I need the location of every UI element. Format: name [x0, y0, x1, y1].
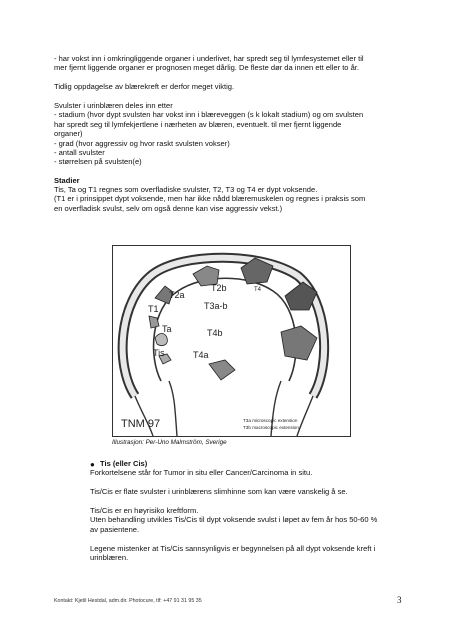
label-t4: T4: [254, 287, 262, 293]
legend-macroscopic: T3b macroscopic extension: [243, 425, 299, 430]
figure-caption: Illustrasjon: Per-Uno Malmström, Sverige: [112, 439, 227, 446]
paragraph-prognosis: - har vokst inn i omkringliggende organer i underlivet, har spredt seg til lymfesystemet eller til mer fjernt liggende organer er prognosen meget dårlig. De fleste dør da innen ett eller to år.: [54, 54, 364, 73]
paragraph-tis-flat: Tis/Cis er flate svulster i urinblærens slimhinne som kan være vanskelig å se.: [90, 487, 348, 496]
footer-contact: Kontakt: Kjetil Hestdal, adm.dir. Photocure, tlf: +47 91 31 95 35: [54, 598, 202, 604]
urethra-left: [169, 381, 177, 436]
paragraph-tis-suspicion: Legene mistenker at Tis/Cis sannsynligvis er begynnelsen på all dypt voksende kreft i urinblæren.: [90, 544, 376, 563]
label-t4b: T4b: [207, 328, 223, 338]
pelvic-line-right: [297, 396, 313, 436]
label-t4a: T4a: [193, 350, 209, 360]
paragraph-classification: Svulster i urinblæren deles inn etter - stadium (hvor dypt svulsten har vokst inn i blæreveggen (s k lokalt stadium) og om svulsten har spredt seg til lymfekjertlene i nærheten av blæren, eventuelt. til mer fjernt liggende organer) - grad (hvor aggressiv og hvor raskt svulsten vokser) - antall svulster - størrelsen på svulsten(e): [54, 101, 364, 167]
bladder-staging-illustration: [112, 245, 351, 437]
tumor-t4b: [281, 326, 317, 360]
bullet-icon: ●: [90, 460, 95, 469]
paragraph-tis-definition: Forkortelsene står for Tumor in situ eller Cancer/Carcinoma in situ.: [90, 468, 313, 477]
tumor-t4a: [209, 360, 235, 380]
page-number: 3: [397, 595, 402, 605]
label-t2a: T2a: [169, 290, 185, 300]
label-t1: T1: [148, 304, 159, 314]
label-t2b: T2b: [211, 283, 227, 293]
legend-microscopic: T3a microscopic extension: [243, 418, 298, 423]
pelvic-line-left: [135, 396, 153, 436]
tumor-ta: [155, 334, 167, 346]
bladder-diagram: [113, 246, 350, 436]
paragraph-stadier: Tis, Ta og T1 regnes som overfladiske svulster, T2, T3 og T4 er dypt voksende. (T1 er i prinsippet dypt voksende, men har ikke nådd blæremuskelen og regnes i praksis som en overfladisk svulst, selv om også denne kan vise aggressiv vekst.): [54, 185, 366, 213]
label-ta: Ta: [162, 324, 172, 334]
paragraph-early-detection: Tidlig oppdagelse av blærekreft er derfor meget viktig.: [54, 82, 235, 91]
tnm-title: TNM 97: [121, 418, 161, 430]
section-heading-stadier: Stadier: [54, 176, 80, 185]
label-t3ab: T3a-b: [204, 301, 228, 311]
label-tis: Tis: [153, 348, 165, 358]
section-heading-tis: Tis (eller Cis): [100, 459, 148, 468]
paragraph-tis-risk: Tis/Cis er en høyrisiko kreftform. Uten behandling utvikles Tis/Cis til dypt voksende svulst i løpet av fem år hos 50-60 % av pasientene.: [90, 506, 378, 534]
